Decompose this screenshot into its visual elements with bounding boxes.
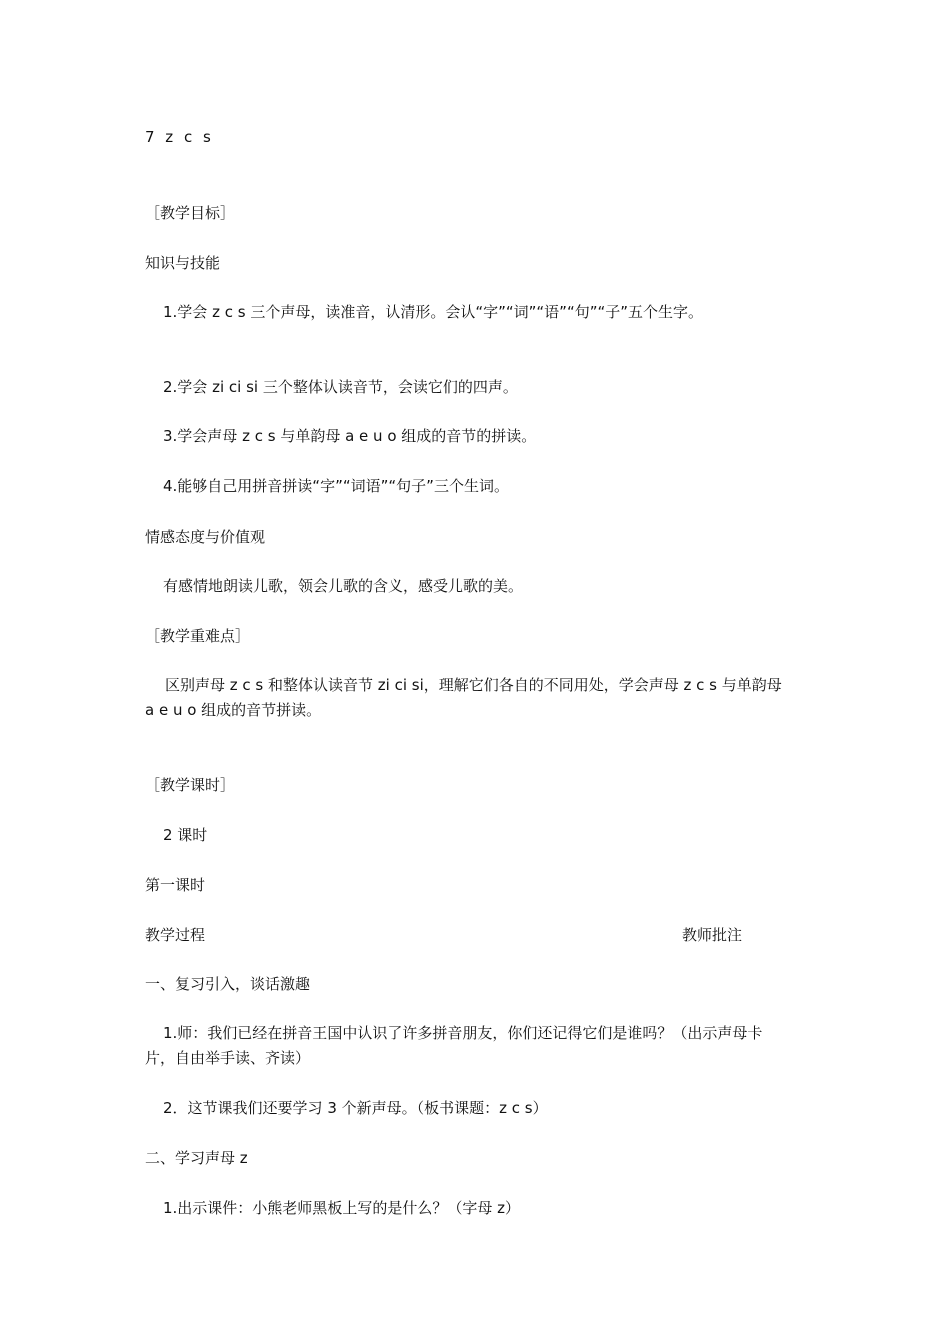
first-lesson-heading: 第一课时 [145,876,206,894]
section-objectives-heading: ［教学目标］ [145,204,236,222]
objective-2: 2.学会 zi ci si 三个整体认读音节，会读它们的四声。 [163,378,518,396]
process-label: 教学过程 [145,926,206,944]
step-1-heading: 一、复习引入，谈话激趣 [145,975,311,993]
step-1-item-1: 1.师：我们已经在拼音王国中认识了许多拼音朋友，你们还记得它们是谁吗？（出示声母卡片，自由举手读、齐读） [145,1024,763,1067]
difficulty-text: 区别声母 z c s 和整体认读音节 zi ci si，理解它们各自的不同用处，学会声母 z c s 与单韵母 a e u o 组成的音节拼读。 [145,676,782,719]
objective-1: 1.学会 z c s 三个声母，读准音，认清形。会认“字”“词”“语”“句”“子”五个生字。 [163,303,704,321]
teacher-note-label: 教师批注 [682,926,743,944]
hours-text: 2 课时 [163,826,208,844]
lesson-title: 7 z c s [145,128,214,146]
emotion-heading: 情感态度与价值观 [145,528,266,546]
step-1-item-2: 2．这节课我们还要学习 3 个新声母。（板书课题：z c s） [163,1099,548,1117]
step-2-heading: 二、学习声母 z [145,1149,248,1167]
step-2-item-1: 1.出示课件：小熊老师黑板上写的是什么？（字母 z） [163,1199,520,1217]
objective-4: 4.能够自己用拼音拼读“字”“词语”“句子”三个生词。 [163,477,509,495]
emotion-text: 有感情地朗读儿歌，领会儿歌的含义，感受儿歌的美。 [163,577,524,595]
knowledge-skills-heading: 知识与技能 [145,254,221,272]
section-hours-heading: ［教学课时］ [145,776,236,794]
objective-3: 3.学会声母 z c s 与单韵母 a e u o 组成的音节的拼读。 [163,427,537,445]
section-difficulty-heading: ［教学重难点］ [145,627,251,645]
